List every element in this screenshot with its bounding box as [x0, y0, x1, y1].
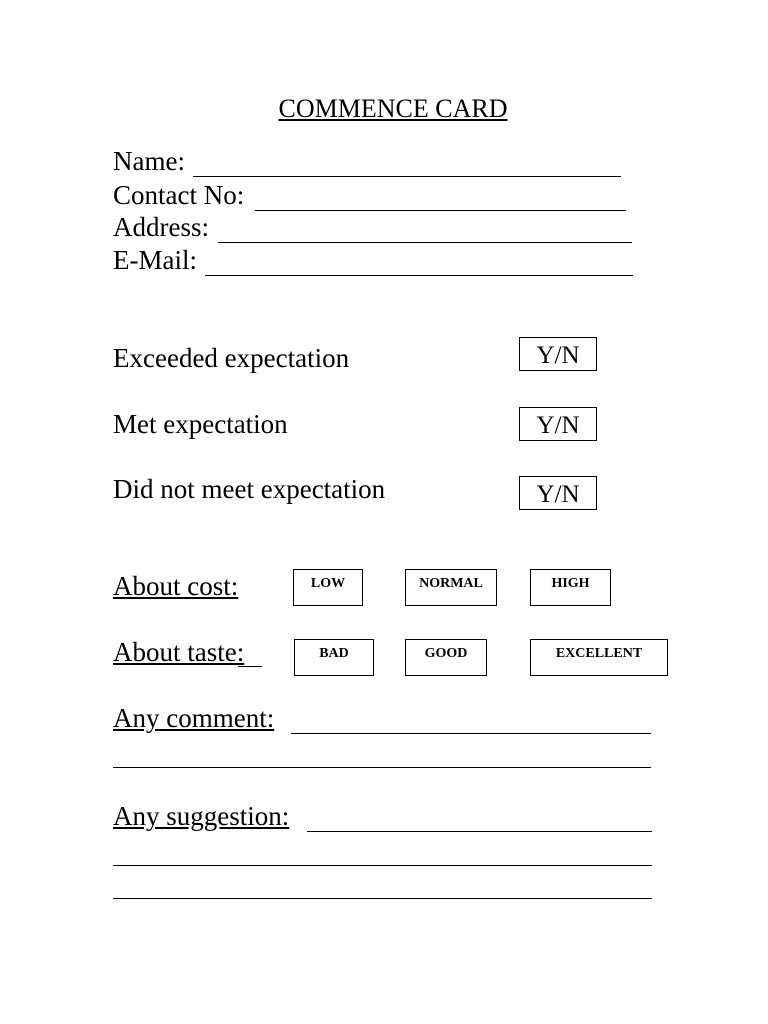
address-field[interactable] — [218, 242, 632, 243]
taste-bad-box[interactable]: BAD — [294, 639, 374, 676]
exceeded-expectation-label: Exceeded expectation — [113, 343, 350, 373]
suggestion-label: Any suggestion: — [113, 801, 290, 831]
email-field[interactable] — [205, 275, 633, 276]
contact-label: Contact No: — [113, 180, 245, 210]
name-label: Name: — [113, 146, 185, 176]
taste-good-box[interactable]: GOOD — [405, 639, 487, 676]
about-cost-label: About cost: — [113, 571, 239, 601]
met-expectation-label: Met expectation — [113, 409, 288, 439]
name-field[interactable] — [193, 176, 621, 177]
not-met-expectation-label: Did not meet expectation — [113, 474, 386, 504]
email-label: E-Mail: — [113, 245, 197, 275]
taste-label-underline — [238, 666, 262, 667]
taste-excellent-box[interactable]: EXCELLENT — [530, 639, 668, 676]
about-taste-label: About taste: — [113, 637, 245, 667]
page-title: COMMENCE CARD — [278, 94, 508, 123]
address-label: Address: — [113, 212, 209, 242]
comment-field-line-2[interactable] — [113, 767, 651, 768]
suggestion-field-line-2[interactable] — [113, 865, 652, 866]
cost-high-box[interactable]: HIGH — [530, 569, 611, 606]
comment-label: Any comment: — [113, 703, 275, 733]
cost-low-box[interactable]: LOW — [293, 569, 363, 606]
suggestion-field-line-1[interactable] — [307, 831, 652, 832]
exceeded-expectation-box[interactable]: Y/N — [519, 337, 597, 371]
comment-field-line-1[interactable] — [291, 733, 651, 734]
cost-normal-box[interactable]: NORMAL — [405, 569, 497, 606]
met-expectation-box[interactable]: Y/N — [519, 407, 597, 441]
contact-field[interactable] — [255, 210, 626, 211]
suggestion-field-line-3[interactable] — [113, 898, 652, 899]
not-met-expectation-box[interactable]: Y/N — [519, 476, 597, 510]
